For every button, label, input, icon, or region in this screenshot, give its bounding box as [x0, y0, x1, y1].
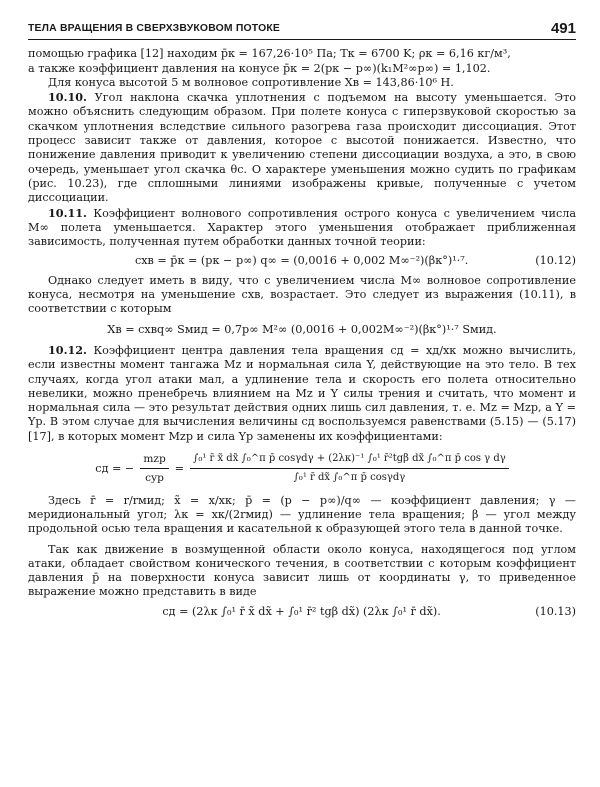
running-header: [28, 22, 576, 40]
equation-10-12: [28, 254, 576, 268]
equals-sign: =: [174, 461, 185, 475]
section-id: 10.11.: [48, 205, 87, 220]
equation-drag: [28, 323, 576, 337]
equation-body: cxв = p̄к = (pк − p∞) q∞ = (0,0016 + 0,002 M∞⁻²)(βк°)¹·⁷.: [134, 254, 469, 268]
intro-line: помощью графика [12] находим p̄к = 167,26·10⁵ Па; Tк = 6700 K; ρк = 6,16 кг/м³,: [28, 47, 511, 61]
fraction-denominator: ∫₀¹ r̄ dx̃ ∫₀^π p̄ cosγdγ: [293, 472, 406, 484]
fraction-numerator: mzp: [140, 452, 168, 469]
running-title: ТЕЛА ВРАЩЕНИЯ В СВЕРХЗВУКОВОМ ПОТОКЕ: [28, 23, 281, 34]
section-id: 10.12.: [48, 342, 87, 357]
formula-lhs: cд = −: [95, 461, 135, 475]
intro-line: а также коэффициент давления на конусе p̄к = 2(pк − p∞)(k₁M²∞p∞) = 1,102.: [28, 61, 491, 75]
paragraph: Так как движение в возмущенной области около конуса, находящегося под углом атаки, обладает свойством конического течения, в соответствии с которым коэффициент давления p̄ на поверхности конуса зависит лишь от координаты γ, то приведенное выражение можно представить в виде: [28, 542, 576, 599]
section-10-10: [28, 90, 576, 205]
section-10-12: [28, 343, 576, 444]
page-number: 491: [550, 20, 576, 37]
equation-body: Xв = cxвq∞ Sмид = 0,7p∞ M²∞ (0,0016 + 0,002M∞⁻²)(βк°)¹·⁷ Sмид.: [107, 322, 497, 336]
definitions-paragraph: Здесь r̄ = r/rмид; x̃ = x/xк; p̄ = (p − p∞)/q∞ — коэффициент давления; γ — меридиональный угол; λк = xк/(2rмид) — удлинение тела вращения; β — угол между продольной осью тела вращения и касательной к образующей этого тела в данной точке.: [28, 493, 576, 536]
intro-line: Для конуса высотой 5 м волновое сопротивление Xв = 143,86·10⁶ Н.: [48, 75, 454, 89]
integral-fraction: [190, 452, 509, 486]
center-of-pressure-formula: [28, 452, 576, 486]
section-id: 10.10.: [48, 90, 87, 105]
fraction-numerator: ∫₀¹ r̄ x̃ dx̃ ∫₀^π p̄ cosγdγ + (2λк)⁻¹ ∫₀¹ r̄²tgβ dx̃ ∫₀^π p̄ cos γ dγ: [190, 452, 509, 469]
section-text: Коэффициент центра давления тела вращения cд = xд/xк можно вычислить, если известны момент тангажа Mz и нормальная сила Y, действующие на это тело. В тех случаях, когда угол атаки мал, а удлинение тела и скорость его полета относительно невелики, можно пренебречь влиянием на Mz и Y силы трения и считать, что момент и нормальная сила — это результат действия одних лишь сил давления, т. е. Mz = Mzp, а Y = Yp. В этом случае для вычисления величины cд воспользуемся равенствами (5.15) — (5.17) [17], в которых момент Mzp и сила Yp заменены их коэффициентами:: [28, 343, 577, 443]
section-text: Коэффициент волнового сопротивления острого конуса с увеличением числа M∞ полета уменьшается. Характер этого уменьшения отображает приближенная зависимость, полученная путем обработки данных точной теории:: [28, 206, 577, 249]
fraction-denominator: cyp: [145, 472, 164, 485]
section-text: Угол наклона скачка уплотнения с подъемом на высоту уменьшается. Это можно объяснить следующим образом. При полете конуса с гиперзвуковой скоростью за скачком уплотнения вследствие сильного разогрева газа происходит диссоциация. Этот процесс зависит также от давления, которое с высотой понижается. Известно, что понижение давления приводит к увеличению степени диссоциации воздуха, а это, в свою очередь, уменьшает угол скачка θс. О характере уменьшения можно судить по графикам (рис. 10.23), где сплошными линиями изображены кривые, полученные с учетом диссоциации.: [28, 91, 577, 205]
small-fraction: [140, 452, 168, 486]
paragraph: Однако следует иметь в виду, что с увеличением числа M∞ волновое сопротивление конуса, несмотря на уменьшение cxв, возрастает. Это следует из выражения (10.11), в соответствии с которым: [28, 273, 576, 316]
equation-body: cд = (2λк ∫₀¹ r̄ x̃ dx̃ + ∫₀¹ r̄² tgβ dx̃) (2λк ∫₀¹ r̄ dx̃).: [162, 604, 441, 618]
equation-number: (10.13): [535, 604, 576, 618]
section-10-11: [28, 206, 576, 250]
equation-10-13: [28, 605, 576, 619]
equation-number: (10.12): [535, 254, 576, 268]
